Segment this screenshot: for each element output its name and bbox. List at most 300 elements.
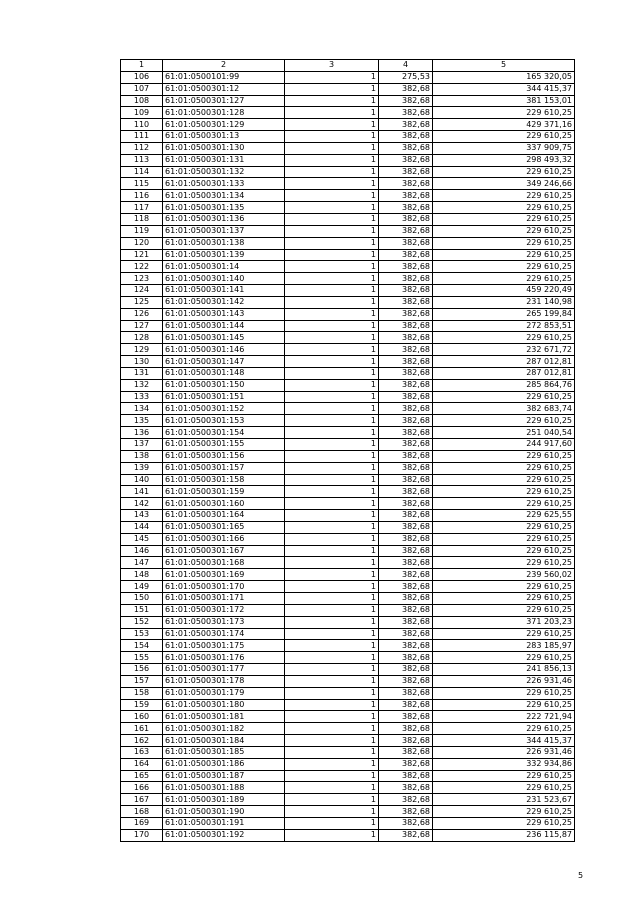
- quantity-cell: 1: [285, 687, 379, 699]
- value-cell: 229 610,25: [433, 249, 575, 261]
- row-number-cell: 160: [121, 711, 163, 723]
- area-cell: 382,68: [379, 332, 433, 344]
- table-row: [121, 439, 575, 451]
- table-row: [121, 640, 575, 652]
- area-cell: 382,68: [379, 237, 433, 249]
- table-row: [121, 332, 575, 344]
- row-number-cell: 120: [121, 237, 163, 249]
- cadastral-number-cell: 61:01:0500301:152: [163, 403, 285, 415]
- area-cell: 382,68: [379, 510, 433, 522]
- table-row: [121, 249, 575, 261]
- header-cell-4: 4: [379, 60, 433, 72]
- area-cell: 382,68: [379, 367, 433, 379]
- row-number-cell: 115: [121, 178, 163, 190]
- cadastral-number-cell: 61:01:0500301:159: [163, 486, 285, 498]
- area-cell: 382,68: [379, 818, 433, 830]
- cadastral-number-cell: 61:01:0500301:179: [163, 687, 285, 699]
- area-cell: 382,68: [379, 699, 433, 711]
- table-row: [121, 391, 575, 403]
- table-row: [121, 107, 575, 119]
- value-cell: 283 185,97: [433, 640, 575, 652]
- quantity-cell: 1: [285, 521, 379, 533]
- table-row: [121, 545, 575, 557]
- row-number-cell: 138: [121, 450, 163, 462]
- area-cell: 382,68: [379, 403, 433, 415]
- quantity-cell: 1: [285, 225, 379, 237]
- cadastral-number-cell: 61:01:0500301:157: [163, 462, 285, 474]
- quantity-cell: 1: [285, 202, 379, 214]
- value-cell: 222 721,94: [433, 711, 575, 723]
- table-row: [121, 154, 575, 166]
- row-number-cell: 147: [121, 557, 163, 569]
- area-cell: 382,68: [379, 545, 433, 557]
- row-number-cell: 139: [121, 462, 163, 474]
- cadastral-number-cell: 61:01:0500301:173: [163, 616, 285, 628]
- cadastral-number-cell: 61:01:0500301:13: [163, 131, 285, 143]
- data-table: [120, 59, 575, 842]
- row-number-cell: 169: [121, 818, 163, 830]
- cadastral-number-cell: 61:01:0500301:138: [163, 237, 285, 249]
- header-cell-1: 1: [121, 60, 163, 72]
- quantity-cell: 1: [285, 249, 379, 261]
- value-cell: 459 220,49: [433, 285, 575, 297]
- value-cell: 229 610,25: [433, 533, 575, 545]
- area-cell: 382,68: [379, 498, 433, 510]
- area-cell: 382,68: [379, 131, 433, 143]
- value-cell: 229 610,25: [433, 474, 575, 486]
- value-cell: 429 371,16: [433, 119, 575, 131]
- row-number-cell: 145: [121, 533, 163, 545]
- row-number-cell: 153: [121, 628, 163, 640]
- cadastral-number-cell: 61:01:0500301:170: [163, 581, 285, 593]
- row-number-cell: 154: [121, 640, 163, 652]
- cadastral-number-cell: 61:01:0500301:177: [163, 664, 285, 676]
- row-number-cell: 119: [121, 225, 163, 237]
- quantity-cell: 1: [285, 628, 379, 640]
- cadastral-number-cell: 61:01:0500301:141: [163, 285, 285, 297]
- table-row: [121, 616, 575, 628]
- value-cell: 265 199,84: [433, 308, 575, 320]
- quantity-cell: 1: [285, 510, 379, 522]
- table-row: [121, 71, 575, 83]
- quantity-cell: 1: [285, 332, 379, 344]
- value-cell: 226 931,46: [433, 675, 575, 687]
- area-cell: 382,68: [379, 202, 433, 214]
- row-number-cell: 121: [121, 249, 163, 261]
- quantity-cell: 1: [285, 320, 379, 332]
- cadastral-number-cell: 61:01:0500301:158: [163, 474, 285, 486]
- row-number-cell: 124: [121, 285, 163, 297]
- table-row: [121, 261, 575, 273]
- area-cell: 382,68: [379, 166, 433, 178]
- cadastral-number-cell: 61:01:0500301:129: [163, 119, 285, 131]
- area-cell: 382,68: [379, 415, 433, 427]
- quantity-cell: 1: [285, 154, 379, 166]
- quantity-cell: 1: [285, 675, 379, 687]
- quantity-cell: 1: [285, 770, 379, 782]
- quantity-cell: 1: [285, 652, 379, 664]
- cadastral-number-cell: 61:01:0500301:137: [163, 225, 285, 237]
- header-cell-2: 2: [163, 60, 285, 72]
- row-number-cell: 149: [121, 581, 163, 593]
- value-cell: 229 610,25: [433, 166, 575, 178]
- area-cell: 382,68: [379, 664, 433, 676]
- cadastral-number-cell: 61:01:0500301:169: [163, 569, 285, 581]
- quantity-cell: 1: [285, 439, 379, 451]
- header-cell-5: 5: [433, 60, 575, 72]
- area-cell: 382,68: [379, 450, 433, 462]
- quantity-cell: 1: [285, 450, 379, 462]
- table-row: [121, 628, 575, 640]
- value-cell: 229 610,25: [433, 237, 575, 249]
- area-cell: 382,68: [379, 356, 433, 368]
- cadastral-number-cell: 61:01:0500301:182: [163, 723, 285, 735]
- table-row: [121, 95, 575, 107]
- cadastral-number-cell: 61:01:0500301:144: [163, 320, 285, 332]
- quantity-cell: 1: [285, 545, 379, 557]
- quantity-cell: 1: [285, 107, 379, 119]
- area-cell: 382,68: [379, 308, 433, 320]
- area-cell: 382,68: [379, 462, 433, 474]
- value-cell: 241 856,13: [433, 664, 575, 676]
- cadastral-number-cell: 61:01:0500301:168: [163, 557, 285, 569]
- quantity-cell: 1: [285, 403, 379, 415]
- table-row: [121, 415, 575, 427]
- cadastral-number-cell: 61:01:0500301:140: [163, 273, 285, 285]
- cadastral-number-cell: 61:01:0500301:176: [163, 652, 285, 664]
- value-cell: 229 610,25: [433, 213, 575, 225]
- quantity-cell: 1: [285, 806, 379, 818]
- cadastral-number-cell: 61:01:0500301:175: [163, 640, 285, 652]
- area-cell: 382,68: [379, 213, 433, 225]
- row-number-cell: 129: [121, 344, 163, 356]
- cadastral-number-cell: 61:01:0500301:192: [163, 829, 285, 841]
- table-row: [121, 296, 575, 308]
- cadastral-number-cell: 61:01:0500301:187: [163, 770, 285, 782]
- cadastral-number-cell: 61:01:0500301:180: [163, 699, 285, 711]
- table-row: [121, 664, 575, 676]
- cadastral-number-cell: 61:01:0500301:147: [163, 356, 285, 368]
- area-cell: 382,68: [379, 474, 433, 486]
- quantity-cell: 1: [285, 557, 379, 569]
- value-cell: 229 610,25: [433, 770, 575, 782]
- value-cell: 229 610,25: [433, 486, 575, 498]
- cadastral-number-cell: 61:01:0500301:132: [163, 166, 285, 178]
- quantity-cell: 1: [285, 486, 379, 498]
- table-row: [121, 723, 575, 735]
- table-row: [121, 83, 575, 95]
- quantity-cell: 1: [285, 415, 379, 427]
- row-number-cell: 130: [121, 356, 163, 368]
- row-number-cell: 136: [121, 427, 163, 439]
- area-cell: 382,68: [379, 806, 433, 818]
- row-number-cell: 141: [121, 486, 163, 498]
- area-cell: 382,68: [379, 770, 433, 782]
- cadastral-number-cell: 61:01:0500301:12: [163, 83, 285, 95]
- table-row: [121, 237, 575, 249]
- value-cell: 229 610,25: [433, 581, 575, 593]
- value-cell: 287 012,81: [433, 367, 575, 379]
- table-row: [121, 604, 575, 616]
- value-cell: 229 610,25: [433, 261, 575, 273]
- cadastral-number-cell: 61:01:0500301:139: [163, 249, 285, 261]
- row-number-cell: 111: [121, 131, 163, 143]
- table-row: [121, 675, 575, 687]
- value-cell: 239 560,02: [433, 569, 575, 581]
- area-cell: 382,68: [379, 285, 433, 297]
- area-cell: 382,68: [379, 107, 433, 119]
- row-number-cell: 159: [121, 699, 163, 711]
- value-cell: 229 610,25: [433, 545, 575, 557]
- quantity-cell: 1: [285, 166, 379, 178]
- area-cell: 382,68: [379, 758, 433, 770]
- value-cell: 229 610,25: [433, 190, 575, 202]
- quantity-cell: 1: [285, 699, 379, 711]
- value-cell: 229 610,25: [433, 332, 575, 344]
- table-row: [121, 119, 575, 131]
- quantity-cell: 1: [285, 273, 379, 285]
- table-row: [121, 557, 575, 569]
- table-row: [121, 510, 575, 522]
- value-cell: 382 683,74: [433, 403, 575, 415]
- page-number: 5: [578, 871, 584, 880]
- value-cell: 229 610,25: [433, 604, 575, 616]
- table-row: [121, 190, 575, 202]
- table-row: [121, 403, 575, 415]
- area-cell: 382,68: [379, 652, 433, 664]
- table-row: [121, 450, 575, 462]
- area-cell: 382,68: [379, 119, 433, 131]
- cadastral-number-cell: 61:01:0500101:99: [163, 71, 285, 83]
- cadastral-number-cell: 61:01:0500301:164: [163, 510, 285, 522]
- quantity-cell: 1: [285, 213, 379, 225]
- value-cell: 229 610,25: [433, 699, 575, 711]
- quantity-cell: 1: [285, 616, 379, 628]
- row-number-cell: 123: [121, 273, 163, 285]
- table-row: [121, 344, 575, 356]
- table-row: [121, 285, 575, 297]
- table-row: [121, 758, 575, 770]
- cadastral-number-cell: 61:01:0500301:145: [163, 332, 285, 344]
- value-cell: 349 246,66: [433, 178, 575, 190]
- value-cell: 381 153,01: [433, 95, 575, 107]
- value-cell: 272 853,51: [433, 320, 575, 332]
- table-row: [121, 379, 575, 391]
- value-cell: 229 610,25: [433, 723, 575, 735]
- row-number-cell: 107: [121, 83, 163, 95]
- value-cell: 229 610,25: [433, 628, 575, 640]
- table-row: [121, 829, 575, 841]
- row-number-cell: 164: [121, 758, 163, 770]
- table-row: [121, 213, 575, 225]
- quantity-cell: 1: [285, 131, 379, 143]
- table-row: [121, 367, 575, 379]
- cadastral-number-cell: 61:01:0500301:155: [163, 439, 285, 451]
- row-number-cell: 128: [121, 332, 163, 344]
- cadastral-number-cell: 61:01:0500301:150: [163, 379, 285, 391]
- row-number-cell: 168: [121, 806, 163, 818]
- area-cell: 382,68: [379, 782, 433, 794]
- table-row: [121, 131, 575, 143]
- area-cell: 382,68: [379, 83, 433, 95]
- row-number-cell: 117: [121, 202, 163, 214]
- table-row: [121, 699, 575, 711]
- quantity-cell: 1: [285, 746, 379, 758]
- table-row: [121, 202, 575, 214]
- value-cell: 226 931,46: [433, 746, 575, 758]
- quantity-cell: 1: [285, 190, 379, 202]
- cadastral-number-cell: 61:01:0500301:184: [163, 735, 285, 747]
- row-number-cell: 126: [121, 308, 163, 320]
- value-cell: 229 610,25: [433, 782, 575, 794]
- table-row: [121, 320, 575, 332]
- area-cell: 382,68: [379, 225, 433, 237]
- quantity-cell: 1: [285, 829, 379, 841]
- area-cell: 382,68: [379, 261, 433, 273]
- value-cell: 287 012,81: [433, 356, 575, 368]
- quantity-cell: 1: [285, 462, 379, 474]
- cadastral-number-cell: 61:01:0500301:136: [163, 213, 285, 225]
- cadastral-number-cell: 61:01:0500301:143: [163, 308, 285, 320]
- cadastral-number-cell: 61:01:0500301:131: [163, 154, 285, 166]
- row-number-cell: 155: [121, 652, 163, 664]
- row-number-cell: 150: [121, 592, 163, 604]
- row-number-cell: 122: [121, 261, 163, 273]
- cadastral-number-cell: 61:01:0500301:134: [163, 190, 285, 202]
- area-cell: 382,68: [379, 569, 433, 581]
- cadastral-number-cell: 61:01:0500301:166: [163, 533, 285, 545]
- value-cell: 229 610,25: [433, 462, 575, 474]
- area-cell: 382,68: [379, 142, 433, 154]
- value-cell: 332 934,86: [433, 758, 575, 770]
- value-cell: 244 917,60: [433, 439, 575, 451]
- quantity-cell: 1: [285, 83, 379, 95]
- value-cell: 229 610,25: [433, 687, 575, 699]
- value-cell: 229 610,25: [433, 450, 575, 462]
- row-number-cell: 161: [121, 723, 163, 735]
- area-cell: 382,68: [379, 190, 433, 202]
- value-cell: 229 610,25: [433, 131, 575, 143]
- quantity-cell: 1: [285, 782, 379, 794]
- quantity-cell: 1: [285, 758, 379, 770]
- table-row: [121, 166, 575, 178]
- row-number-cell: 133: [121, 391, 163, 403]
- area-cell: 382,68: [379, 427, 433, 439]
- cadastral-number-cell: 61:01:0500301:181: [163, 711, 285, 723]
- area-cell: 382,68: [379, 533, 433, 545]
- cadastral-number-cell: 61:01:0500301:148: [163, 367, 285, 379]
- area-cell: 382,68: [379, 296, 433, 308]
- quantity-cell: 1: [285, 533, 379, 545]
- value-cell: 229 610,25: [433, 592, 575, 604]
- area-cell: 382,68: [379, 628, 433, 640]
- area-cell: 382,68: [379, 829, 433, 841]
- header-cell-3: 3: [285, 60, 379, 72]
- area-cell: 382,68: [379, 557, 433, 569]
- row-number-cell: 114: [121, 166, 163, 178]
- cadastral-number-cell: 61:01:0500301:178: [163, 675, 285, 687]
- cadastral-number-cell: 61:01:0500301:185: [163, 746, 285, 758]
- row-number-cell: 118: [121, 213, 163, 225]
- area-cell: 382,68: [379, 616, 433, 628]
- table-row: [121, 818, 575, 830]
- row-number-cell: 156: [121, 664, 163, 676]
- row-number-cell: 152: [121, 616, 163, 628]
- cadastral-number-cell: 61:01:0500301:153: [163, 415, 285, 427]
- cadastral-number-cell: 61:01:0500301:154: [163, 427, 285, 439]
- table-row: [121, 581, 575, 593]
- area-cell: 382,68: [379, 640, 433, 652]
- value-cell: 344 415,37: [433, 735, 575, 747]
- row-number-cell: 166: [121, 782, 163, 794]
- table-row: [121, 794, 575, 806]
- value-cell: 229 610,25: [433, 652, 575, 664]
- value-cell: 231 523,67: [433, 794, 575, 806]
- area-cell: 382,68: [379, 178, 433, 190]
- area-cell: 275,53: [379, 71, 433, 83]
- table-row: [121, 486, 575, 498]
- row-number-cell: 116: [121, 190, 163, 202]
- value-cell: 165 320,05: [433, 71, 575, 83]
- quantity-cell: 1: [285, 119, 379, 131]
- quantity-cell: 1: [285, 178, 379, 190]
- row-number-cell: 157: [121, 675, 163, 687]
- cadastral-number-cell: 61:01:0500301:146: [163, 344, 285, 356]
- area-cell: 382,68: [379, 723, 433, 735]
- row-number-cell: 109: [121, 107, 163, 119]
- quantity-cell: 1: [285, 427, 379, 439]
- row-number-cell: 146: [121, 545, 163, 557]
- area-cell: 382,68: [379, 95, 433, 107]
- row-number-cell: 162: [121, 735, 163, 747]
- value-cell: 229 610,25: [433, 415, 575, 427]
- value-cell: 229 625,55: [433, 510, 575, 522]
- row-number-cell: 144: [121, 521, 163, 533]
- quantity-cell: 1: [285, 592, 379, 604]
- row-number-cell: 151: [121, 604, 163, 616]
- quantity-cell: 1: [285, 142, 379, 154]
- row-number-cell: 148: [121, 569, 163, 581]
- value-cell: 229 610,25: [433, 107, 575, 119]
- area-cell: 382,68: [379, 273, 433, 285]
- quantity-cell: 1: [285, 604, 379, 616]
- cadastral-number-cell: 61:01:0500301:14: [163, 261, 285, 273]
- data-table-body: [121, 60, 575, 842]
- table-row: [121, 746, 575, 758]
- row-number-cell: 137: [121, 439, 163, 451]
- row-number-cell: 170: [121, 829, 163, 841]
- quantity-cell: 1: [285, 581, 379, 593]
- table-row: [121, 308, 575, 320]
- value-cell: 298 493,32: [433, 154, 575, 166]
- table-row: [121, 225, 575, 237]
- quantity-cell: 1: [285, 664, 379, 676]
- area-cell: 382,68: [379, 794, 433, 806]
- cadastral-number-cell: 61:01:0500301:172: [163, 604, 285, 616]
- value-cell: 251 040,54: [433, 427, 575, 439]
- value-cell: 229 610,25: [433, 202, 575, 214]
- value-cell: 229 610,25: [433, 498, 575, 510]
- cadastral-number-cell: 61:01:0500301:156: [163, 450, 285, 462]
- value-cell: 229 610,25: [433, 273, 575, 285]
- quantity-cell: 1: [285, 344, 379, 356]
- table-row: [121, 687, 575, 699]
- value-cell: 229 610,25: [433, 818, 575, 830]
- quantity-cell: 1: [285, 71, 379, 83]
- value-cell: 337 909,75: [433, 142, 575, 154]
- quantity-cell: 1: [285, 308, 379, 320]
- value-cell: 285 864,76: [433, 379, 575, 391]
